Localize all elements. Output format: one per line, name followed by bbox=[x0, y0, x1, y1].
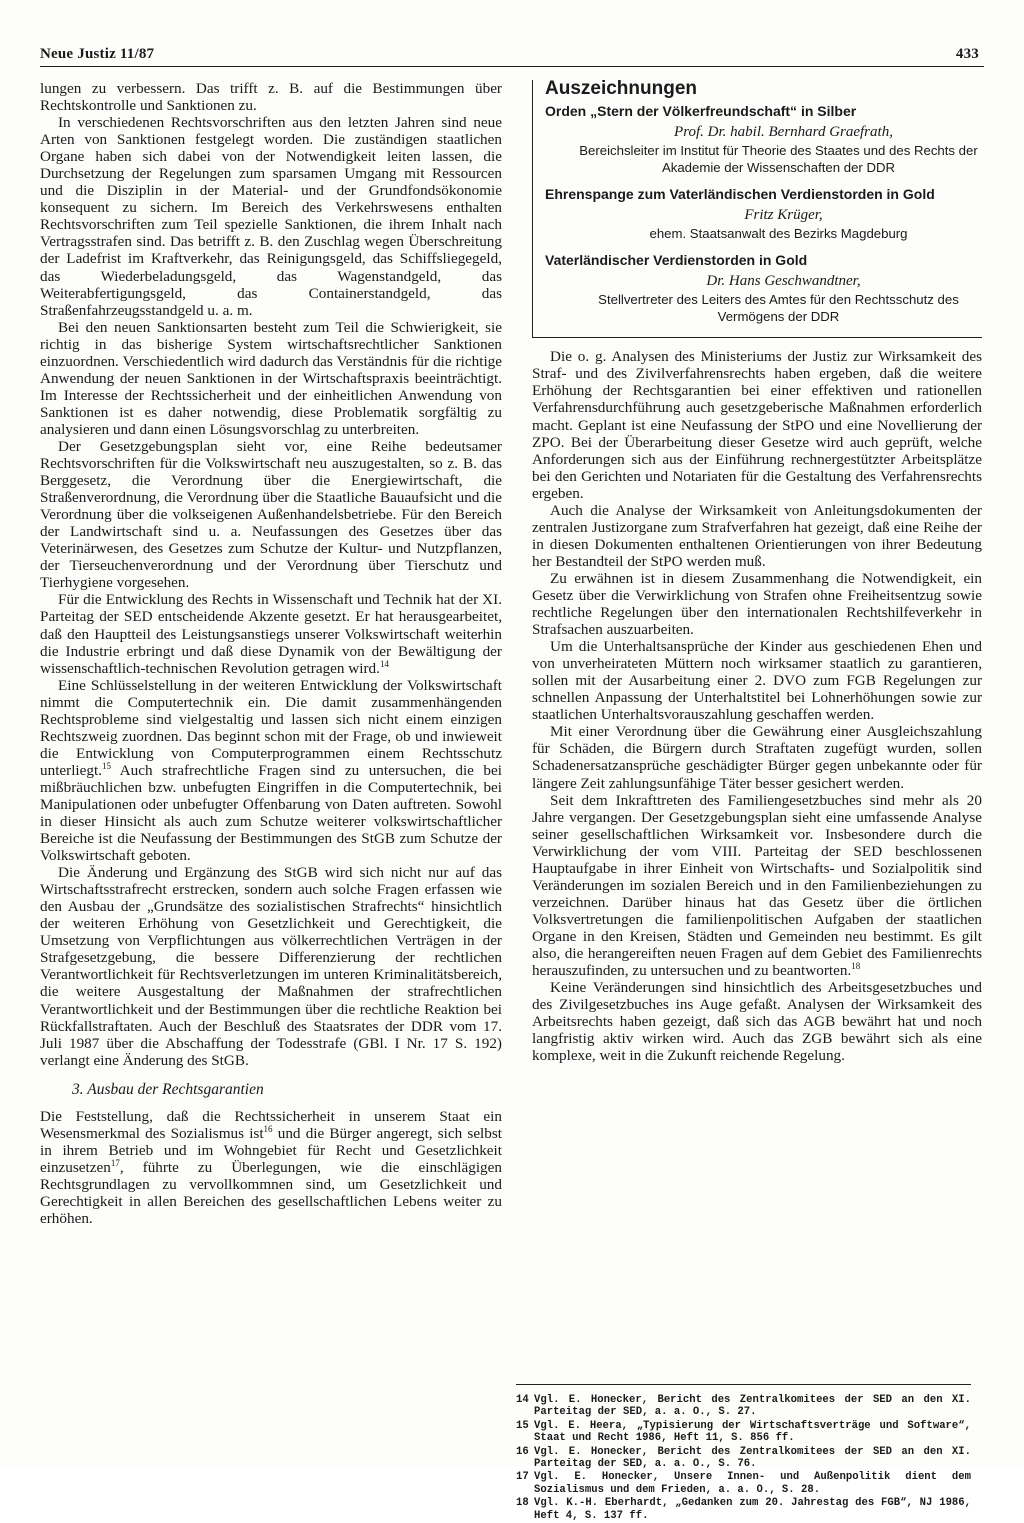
paragraph-text: Für die Entwicklung des Rechts in Wissenschaft und Technik hat der XI. Parteitag der SED entscheidende Akzente gesetzt. Er hat herausgearbeitet, daß den Hauptteil des Leistungsanstiegs unserer Volkswirtschaft weiterhin die Industrie erbringt und daß diese Dynamik von der Bewältigung der wissenschaftlich-technischen Revolution getragen wird. bbox=[40, 591, 502, 677]
footnote bbox=[516, 1497, 971, 1522]
footnote-ref: 15 bbox=[102, 760, 111, 771]
award-recipient-role: Bereichsleiter im Institut für Theorie des Staates und des Rechts der Akademie der Wissenschaften der DDR bbox=[579, 143, 978, 176]
footnote bbox=[516, 1446, 971, 1471]
award-recipient: Dr. Hans Geschwandtner, bbox=[706, 273, 861, 290]
journal-header: Neue Justiz 11/87 bbox=[40, 46, 155, 62]
award-order: Orden „Stern der Völkerfreundschaft“ in Silber bbox=[545, 103, 857, 120]
footnote bbox=[516, 1471, 971, 1496]
footnote-number: 17 bbox=[516, 1471, 529, 1484]
footnote bbox=[516, 1420, 971, 1445]
footnote-ref: 14 bbox=[379, 658, 389, 669]
paragraph: Mit einer Verordnung über die Gewährung einer Ausgleichszahlung für Schäden, die Bürgern durch Straftaten zugefügt wurden, sollen Schadenersatzansprüche geschädigter Bürger gegen unbekannte oder für längere Zeit zahlungsunfähige Täter besser gesichert werden. bbox=[532, 723, 982, 792]
footnote-ref: 17 bbox=[110, 1157, 120, 1168]
left-column bbox=[40, 80, 502, 1227]
award-recipient-role: ehem. Staatsanwalt des Bezirks Magdeburg bbox=[649, 226, 908, 242]
footnote-number: 14 bbox=[516, 1394, 529, 1406]
paragraph-with-footnote bbox=[40, 677, 502, 865]
paragraph-with-footnotes bbox=[40, 1108, 502, 1227]
awards-box bbox=[532, 80, 982, 338]
footnote-number: 15 bbox=[516, 1419, 529, 1432]
paragraph: Bei den neuen Sanktionsarten besteht zum Teil die Schwierigkeit, sie richtig in das bisherige System wirtschaftsrechtlicher Sanktionen einzuordnen. Verschiedentlich wird dadurch das Verständnis für die richtige Anwendung der neuen Sanktionen in der Wirtschaftspraxis beeinträchtigt. Im Interesse der Rechtssicherheit und der einheitlichen Anwendung von Sanktionen ist es daher notwendig, diese Problematik sorgfältig zu analysieren und dann einen Lösungsvorschlag zu unterbreiten. bbox=[40, 318, 502, 438]
paragraph: Die o. g. Analysen des Ministeriums der Justiz zur Wirksamkeit des Straf- und des Zivilverfahrensrechts haben ergeben, daß die weitere Erhöhung der Rechtsgarantien bei einer effektiven und rationellen Verfahrensdurchführung auch gesetzgeberische Maßnahmen erforderlich macht. Geplant ist eine Neufassung der StPO und eine Novellierung der ZPO. Bei der Überarbeitung dieser Gesetze wird auch geprüft, welche Anforderungen sich aus der Einführung rechnergestützter Arbeitsplätze bei den Gerichten und Notariaten für die Gestaltung des Verfahrensrechts ergeben. bbox=[532, 348, 982, 502]
paragraph-text: , führte zu Überlegungen, wie die einschlägigen Rechtsgrundlagen zu vervollkommnen sind, um Gesetzlichkeit und Gerechtigkeit in allen Bereichen des gesellschaftlichen Lebens weiter zu erhöhen. bbox=[40, 1158, 502, 1228]
paragraph: Zu erwähnen ist in diesem Zusammenhang die Notwendigkeit, ein Gesetz über die Verwirklichung von Strafen ohne Freiheitsentzug sowie rechtliche Regelungen über den internationalen Rechtshilfeverkehr in Strafsachen auszuarbeiten. bbox=[532, 569, 982, 639]
paragraph-with-footnote bbox=[40, 591, 502, 676]
award-entry bbox=[545, 103, 982, 176]
header-rule bbox=[40, 66, 984, 67]
paragraph-with-footnote bbox=[532, 792, 982, 980]
footnote bbox=[516, 1394, 971, 1419]
paragraph-text: Auch strafrechtliche Fragen sind zu untersuchen, die bei mißbräuchlichen bzw. unbefugten Eingriffen in die Computertechnik, bei Manipulationen oder unbefugter Offenbarung von Daten auftreten. Sowohl in dieser Hinsicht als auch zum Schutze weiterer volkswirtschaftlicher Bereiche ist die Neufassung der Bestimmungen des StGB zum Schutze der Volkswirtschaft geboten. bbox=[40, 761, 502, 865]
page-number: 433 bbox=[955, 46, 979, 62]
paragraph: Um die Unterhaltsansprüche der Kinder aus geschiedenen Ehen und von unverheirateten Müttern noch wirksamer staatlich zu garantieren, sollen mit der Ausarbeitung einer 2. DVO zum FGB Regelungen zur schnellen Anpassung der Unterhaltstitel bei Lohnerhöhungen sowie zur staatlichen Unterhaltsvorauszahlung geschaffen werden. bbox=[532, 638, 982, 724]
footnote-text: Vgl. E. Heera, „Typisierung der Wirtschaftsverträge und Software“, Staat und Recht 1986, Heft 11, S. 856 ff. bbox=[534, 1419, 971, 1445]
awards-title: Auszeichnungen bbox=[545, 78, 698, 99]
footnote-text: Vgl. E. Honecker, Bericht des Zentralkomitees der SED an den XI. Parteitag der SED, a. a. O., S. 76. bbox=[534, 1445, 971, 1471]
footnote-rule bbox=[516, 1384, 971, 1385]
section-heading: 3. Ausbau der Rechtsgarantien bbox=[72, 1080, 264, 1098]
footnote-ref: 18 bbox=[851, 960, 861, 971]
paragraph: In verschiedenen Rechtsvorschriften aus den letzten Jahren sind neue Arten von Sanktionen festgelegt worden. Die zuständigen staatlichen Organe haben sich dabei von der Notwendigkeit leiten lassen, die Durchsetzung der Regelungen zum sparsamen Umgang mit Ressourcen und die Disziplin in der Material- und der Grundfondsökonomie konsequent zu sichern. Im Bereich des Verkehrswesens enthalten Rechtsvorschriften zum Teil spezielle Sanktionen, die ihrem Inhalt nach Vertragsstrafen sind. Das betrifft z. B. den Zuschlag wegen Überschreitung der Ladefrist im Kraftverkehr, das Reinigungsgeld, das Schiffsliegegeld, das Wiederbeladungsgeld, das Wagenstandgeld, das Weiterabfertigungsgeld, das Containerstandgeld, das Straßenfahrzeugsstandgeld u. a. m. bbox=[40, 114, 502, 319]
footnote-ref: 16 bbox=[263, 1123, 273, 1134]
award-order: Vaterländischer Verdienstorden in Gold bbox=[545, 252, 808, 269]
paragraph: Die Änderung und Ergänzung des StGB wird sich nicht nur auf das Wirtschaftsstrafrecht erstrecken, sondern auch solche Fragen erfassen wie den Ausbau der „Grundsätze des sozialistischen Strafrechts“ hinsichtlich der weiteren Erhöhung von Gesetzlichkeit und Gerechtigkeit, die Umsetzung von Verpflichtungen aus völkerrechtlichen Verträgen in der Strafgesetzgebung, die bessere Differenzierung der rechtlichen Verantwortlichkeit für Rechtsverletzungen im unteren Kriminalitätsbereich, die weitere Ausgestaltung der Maßnahmen der strafrechtlichen Verantwortlichkeit und der Bestimmungen über die rechtliche Reaktion bei Rückfallstraftaten. Auch der Beschluß des Staatsrates der DDR vom 17. Juli 1987 über die Abschaffung der Todesstrafe (GBl. I Nr. 17 S. 192) verlangt eine Änderung des StGB. bbox=[40, 864, 502, 1069]
footnote-text: Vgl. K.-H. Eberhardt, „Gedanken zum 20. Jahrestag des FGB“, NJ 1986, Heft 4, S. 137 ff. bbox=[534, 1497, 971, 1522]
paragraph: lungen zu verbessern. Das trifft z. B. auf die Bestimmungen über Rechtskontrolle und Sanktionen zu. bbox=[40, 80, 502, 115]
paragraph: Der Gesetzgebungsplan sieht vor, eine Reihe bedeutsamer Rechtsvorschriften für die Volkswirtschaft neu auszugestalten, so z. B. das Berggesetz, die Verordnung über die Energiewirtschaft, die Straßenverordnung, die Verordnung über die Staatliche Bauaufsicht und die Verordnung über die volkseigenen Außenhandelsbetriebe. Für den Bereich der Landwirtschaft sind u. a. Neufassungen des Gesetzes über das Veterinärwesen, des Gesetzes zum Schutze der Kultur- und Nutzpflanzen, der Tierseuchenverordnung und der Verordnung über Tierschutz und Tierhygiene vorgesehen. bbox=[40, 437, 502, 592]
paragraph-text: Seit dem Inkrafttreten des Familiengesetzbuches sind mehr als 20 Jahre vergangen. Der Gesetzgebungsplan sieht eine umfassende Analyse seiner gesellschaftlichen Wirksamkeit vor. Insbesondere durch die Verwirklichung der vom VIII. Parteitag der SED beschlossenen Hauptaufgabe in ihrer Einheit von Wirtschafts- und Sozialpolitik sind Veränderungen im sozialen Bereich und in den Familienbeziehungen zu verzeichnen. Darüber hinaus hat das Gesetz über die örtlichen Volksvertretungen die familienpolitischen Aufgaben der staatlichen Organe in den Kreisen, Städten und Gemeinden neu bestimmt. Es gilt also, die herangereiften neuen Fragen auf dem Gebiet des Familienrechts herauszufinden, zu untersuchen und zu beantworten. bbox=[532, 791, 982, 980]
paragraph: Auch die Analyse der Wirksamkeit von Anleitungsdokumenten der zentralen Justizorgane zum Strafverfahren hat gezeigt, daß eine Reihe der in diesen Dokumenten enthaltenen Orientierungen von ihrer Bedeutung her Bestandteil der StPO werden muß. bbox=[532, 501, 982, 570]
award-entry bbox=[545, 186, 982, 242]
paragraph-text: Eine Schlüsselstellung in der weiteren Entwicklung der Volkswirtschaft nimmt die Computertechnik ein. Die damit zusammenhängenden Rechtsprobleme sind vielgestaltig und lassen sich nicht einem einzigen Rechtszweig zuordnen. Das beginnt schon mit der Frage, ob und inwieweit die Entwicklung von Computerprogrammen einem Rechtsschutz unterliegt. bbox=[40, 676, 502, 779]
footnote-number: 16 bbox=[516, 1445, 529, 1458]
award-order: Ehrenspange zum Vaterländischen Verdienstorden in Gold bbox=[545, 186, 935, 203]
paragraph: Keine Veränderungen sind hinsichtlich des Arbeitsgesetzbuches und des Zivilgesetzbuches ins Auge gefaßt. Analysen der Wirksamkeit des Arbeitsrechts haben gezeigt, daß sich das AGB bewährt hat und noch langfristig aktiv wirken wird. Auch das ZGB bewährt sich als eine komplexe, weit in die Zukunft reichende Regelung. bbox=[532, 979, 982, 1065]
footnote-number: 18 bbox=[516, 1497, 529, 1510]
award-recipient-role: Stellvertreter des Leiters des Amtes für den Rechtsschutz des Vermögens der DDR bbox=[598, 292, 959, 325]
award-recipient: Prof. Dr. habil. Bernhard Graefrath, bbox=[674, 124, 893, 141]
paragraph-text: und die Bürger angeregt, sich selbst in ihrem Betrieb und im Wohngebiet für Recht und Gesetzlichkeit einzusetzen bbox=[40, 1124, 503, 1176]
footnote-text: Vgl. E. Honecker, Unsere Innen- und Außenpolitik dient dem Sozialismus und dem Frieden, a. a. O., S. 28. bbox=[534, 1471, 971, 1496]
right-column bbox=[532, 80, 982, 1064]
award-entry bbox=[545, 252, 982, 325]
award-recipient: Fritz Krüger, bbox=[744, 207, 823, 224]
footnote-text: Vgl. E. Honecker, Bericht des Zentralkomitees der SED an den XI. Parteitag der SED, a. a. O., S. 27. bbox=[534, 1394, 971, 1419]
footnotes bbox=[516, 1394, 971, 1523]
paragraph-text: Die Feststellung, daß die Rechtssicherheit in unserem Staat ein Wesensmerkmal des Sozialismus ist bbox=[40, 1107, 502, 1142]
